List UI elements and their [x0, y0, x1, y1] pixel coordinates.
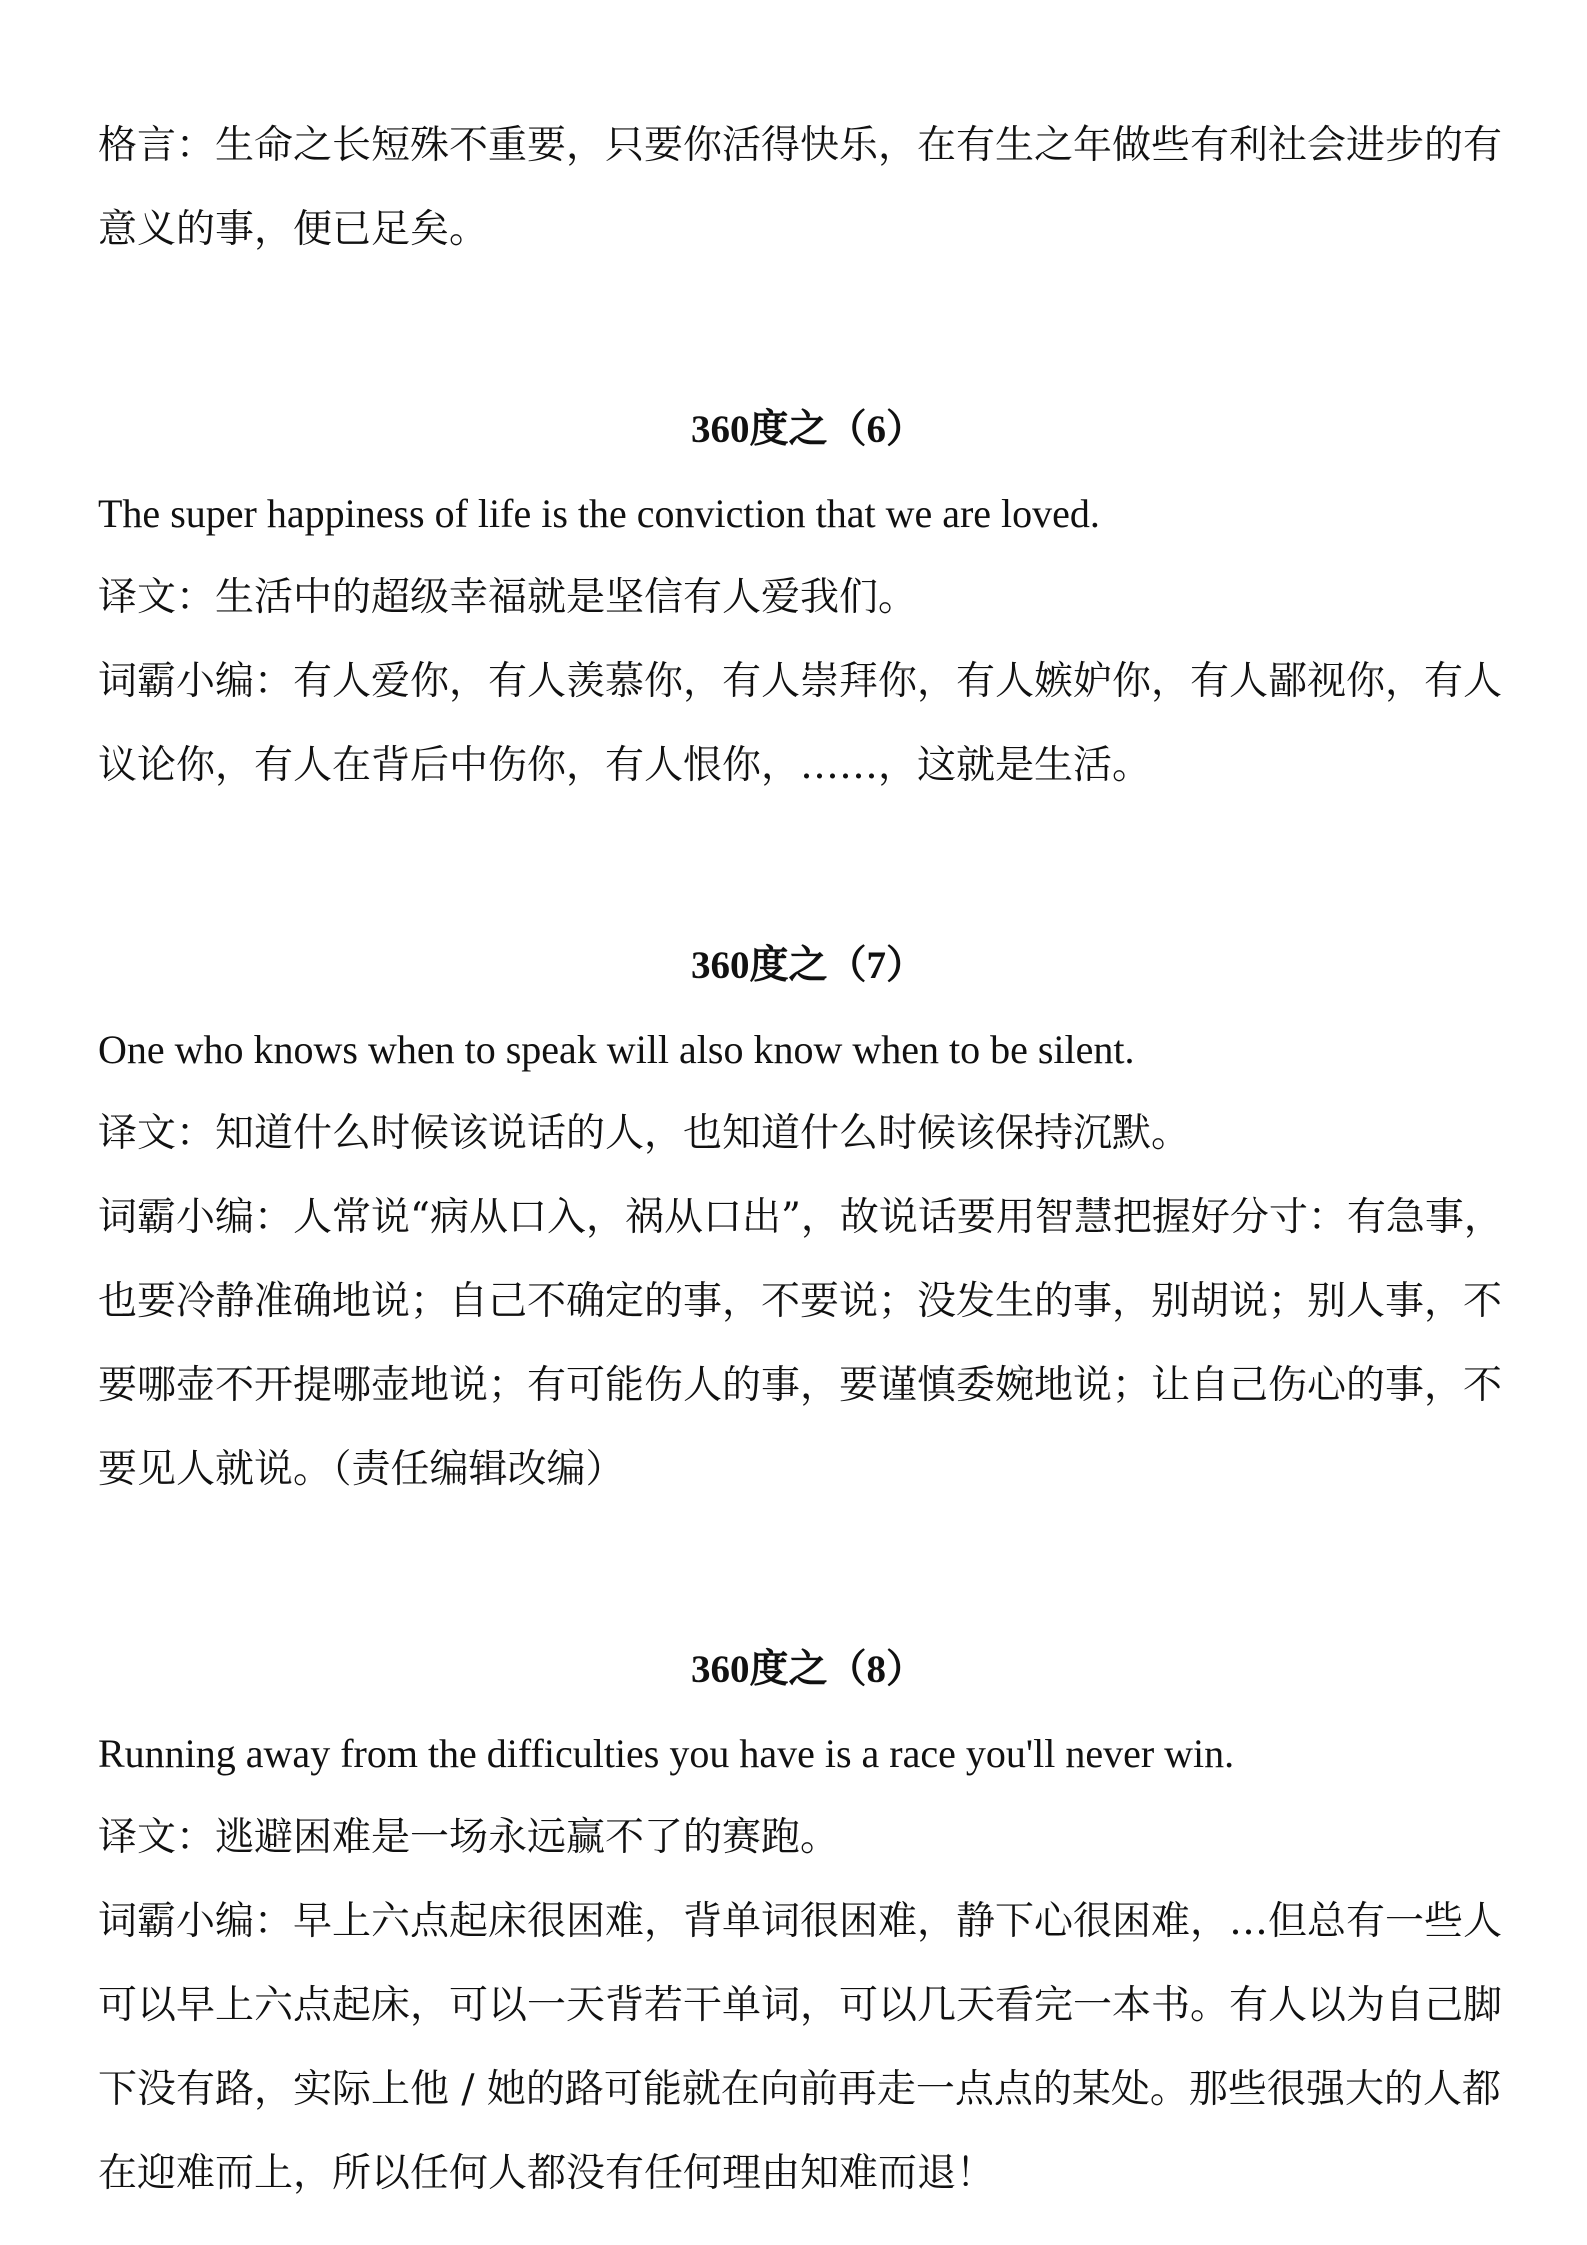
editor-note-paragraph: 词霸小编：有人爱你，有人羡慕你，有人崇拜你，有人嫉妒你，有人鄙视你，有人议论你，有人在背后中伤你，有人恨你，……，这就是生活。 [98, 659, 1503, 788]
editor-note-paragraph: 词霸小编：早上六点起床很困难，背单词很困难，静下心很困难，…但总有一些人可以早上六点起床，可以一天背若干单词，可以几天看完一本书。有人以为自己脚下没有路，实际上他 / 她的路可能就在向前再走一点点的某处。那些很强大的人都在迎难而上，所以任何人都没有任何理由知难而退！ [98, 1899, 1503, 2196]
section-title: 360度之（6） [690, 408, 925, 451]
translation-paragraph: 译文：生活中的超级幸福就是坚信有人爱我们。 [98, 575, 918, 620]
english-quote: One who knows when to speak will also know when to be silent. [98, 1027, 1135, 1072]
section-6 [98, 388, 1518, 808]
section-title: 360度之（7） [690, 944, 925, 987]
document-page [98, 104, 1518, 2216]
section-title: 360度之（8） [690, 1648, 925, 1691]
english-quote: The super happiness of life is the conviction that we are loved. [98, 491, 1100, 536]
translation-paragraph: 译文：逃避困难是一场永远赢不了的赛跑。 [98, 1815, 840, 1860]
translation-paragraph: 译文：知道什么时候该说话的人，也知道什么时候该保持沉默。 [98, 1111, 1191, 1156]
editor-note-paragraph: 词霸小编：人常说“病从口入，祸从口出”，故说话要用智慧把握好分寸：有急事，也要冷静准确地说；自己不确定的事，不要说；没发生的事，别胡说；别人事，不要哪壶不开提哪壶地说；有可能伤人的事，要谨慎委婉地说；让自己伤心的事，不要见人就说。（责任编辑改编） [98, 1195, 1503, 1492]
section-8 [98, 1628, 1518, 2216]
section-7 [98, 924, 1518, 1512]
motto-paragraph: 格言：生命之长短殊不重要，只要你活得快乐，在有生之年做些有利社会进步的有意义的事，便已足矣。 [98, 123, 1503, 252]
english-quote: Running away from the difficulties you have is a race you'll never win. [98, 1731, 1235, 1776]
